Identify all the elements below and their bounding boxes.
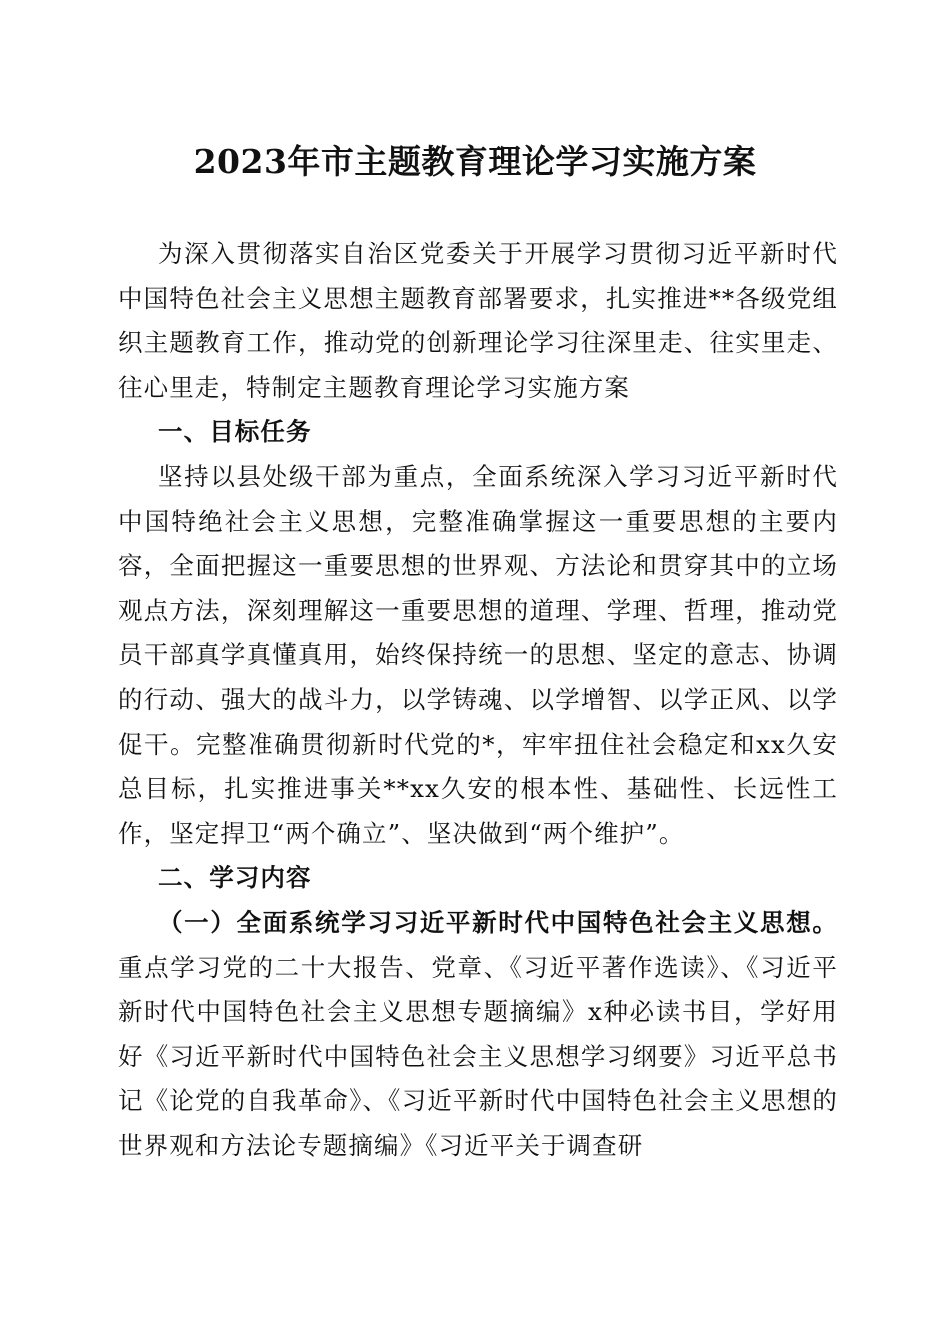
section-heading-content: 二、学习内容 xyxy=(158,863,312,893)
subsection-lead: （一）全面系统学习习近平新时代中国特色社会主义思想。 xyxy=(158,907,838,937)
subsection-body: 重点学习党的二十大报告、党章、《习近平著作选读》、《习近平新时代中国特色社会主义思想专题摘编》x种必读书目，学好用好《习近平新时代中国特色社会主义思想学习纲要》习近平总书记《论党的自我革命》、《习近平新时代中国特色社会主义思想的世界观和方法论专题摘编》《习近平关于调查研 xyxy=(118,952,838,1160)
section-heading-goals: 一、目标任务 xyxy=(158,417,312,447)
content-paragraph xyxy=(118,901,838,1169)
goals-paragraph: 坚持以县处级干部为重点，全面系统深入学习习近平新时代中国特绝社会主义思想，完整准确掌握这一重要思想的主要内容，全面把握这一重要思想的世界观、方法论和贯穿其中的立场观点方法，深刻理解这一重要思想的道理、学理、哲理，推动党员干部真学真懂真用，始终保持统一的思想、坚定的意志、协调的行动、强大的战斗力，以学铸魂、以学增智、以学正风、以学促干。完整准确贯彻新时代党的*，牢牢扭住社会稳定和xx久安总目标，扎实推进事关**xx久安的根本性、基础性、长远性工作，坚定捍卫“两个确立”、坚决做到“两个维护”。 xyxy=(118,461,838,848)
document-body xyxy=(118,232,838,1168)
intro-paragraph: 为深入贯彻落实自治区党委关于开展学习贯彻习近平新时代中国特色社会主义思想主题教育部署要求，扎实推进**各级党组织主题教育工作，推动党的创新理论学习往深里走、往实里走、往心里走，特制定主题教育理论学习实施方案 xyxy=(118,239,838,402)
page-title: 2023年市主题教育理论学习实施方案 xyxy=(193,142,757,181)
